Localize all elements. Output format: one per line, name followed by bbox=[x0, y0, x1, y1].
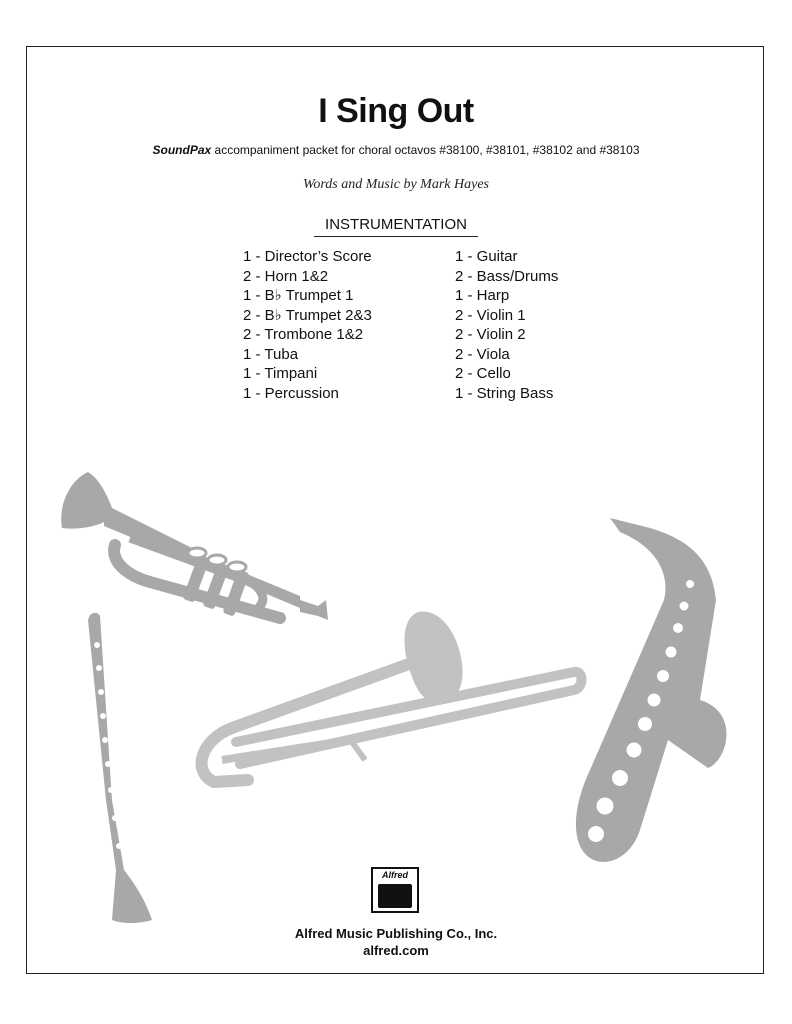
logo-wordmark: Alfred bbox=[381, 870, 408, 880]
instrument-item: 2 - Cello bbox=[455, 365, 511, 382]
clarinet-illustration bbox=[88, 613, 152, 923]
publisher-website[interactable]: alfred.com bbox=[363, 943, 429, 958]
brand-name: SoundPax bbox=[152, 143, 212, 157]
instrument-item: 1 - B♭ Trumpet 1 bbox=[243, 287, 354, 304]
instrument-item: 1 - Timpani bbox=[243, 365, 318, 382]
instrument-item: 2 - Viola bbox=[455, 345, 510, 363]
instrument-item: 1 - Tuba bbox=[243, 345, 299, 363]
composer-credit: Words and Music by Mark Hayes bbox=[303, 177, 489, 192]
publisher-name: Alfred Music Publishing Co., Inc. bbox=[294, 926, 498, 941]
trumpet-illustration bbox=[61, 472, 328, 620]
alfred-logo bbox=[371, 867, 419, 913]
subtitle-text: accompaniment packet for choral octavos #38100, #38101, #38102 and #38103 bbox=[211, 143, 640, 157]
instrument-item: 2 - Violin 1 bbox=[455, 306, 526, 324]
instrument-item: 2 - B♭ Trumpet 2&3 bbox=[243, 306, 372, 324]
instrument-item: 1 - Harp bbox=[455, 287, 510, 304]
logo-emblem-icon bbox=[378, 884, 412, 908]
instrument-item: 2 - Horn 1&2 bbox=[243, 267, 329, 285]
instrumentation-heading: INSTRUMENTATION bbox=[314, 216, 478, 237]
saxophone-illustration bbox=[576, 518, 727, 862]
instrument-item: 2 - Violin 2 bbox=[455, 326, 526, 343]
instrument-item: 2 - Trombone 1&2 bbox=[243, 326, 364, 343]
instrument-item: 1 - String Bass bbox=[455, 384, 554, 402]
trombone-illustration bbox=[202, 611, 582, 782]
instrument-item: 2 - Bass/Drums bbox=[455, 267, 559, 285]
instrument-item: 1 - Director’s Score bbox=[243, 248, 372, 265]
page-title: I Sing Out bbox=[318, 92, 474, 130]
instrument-item: 1 - Guitar bbox=[455, 248, 518, 265]
instrument-item: 1 - Percussion bbox=[243, 384, 339, 402]
